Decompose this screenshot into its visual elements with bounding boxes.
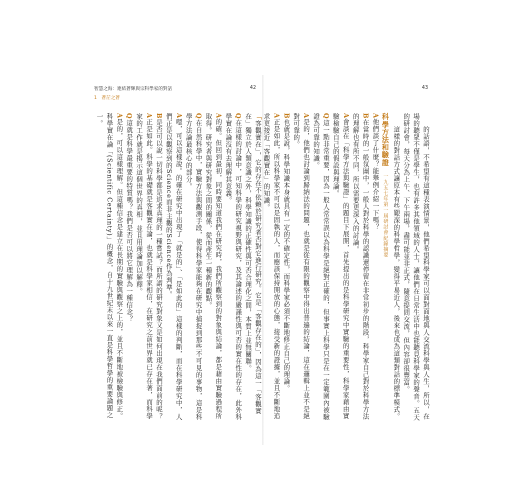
dialogue-marker: Q — [234, 113, 243, 120]
dialogue-marker: A — [174, 113, 183, 119]
paragraph — [370, 113, 380, 423]
paragraph-text: 是否可以說一切科學都是追求真理的一種嘗試？而所謂的研究對象又是如何出現在我們面前的呢？ — [154, 119, 163, 421]
dialogue-marker: A — [302, 113, 311, 119]
dialogue-marker: B — [154, 113, 163, 120]
chapter-subtitle: 1 蒼茫之蒼 — [94, 96, 120, 101]
dialogue-marker: Q — [194, 113, 203, 120]
dialogue-marker: B — [361, 113, 370, 120]
paragraph — [183, 113, 203, 423]
paragraph — [123, 113, 133, 423]
dialogue-marker: B — [282, 113, 291, 120]
paragraph-text: 是的，他們也討論到歸納法的問題，也就是從有限的觀察中得出普遍的結論，這在邏輯上並不是絕對可靠的。 — [292, 113, 311, 420]
dialogue-marker: Q — [125, 113, 134, 120]
paragraph — [290, 113, 310, 423]
dialogue-marker: A — [214, 113, 223, 119]
paragraph-text: 在自然科學中，實驗方法與觀測手段，使得科學家能夠在研究中捕捉到那些不可見的事物，這是科學方法論最核心的部分。 — [184, 113, 203, 421]
section-heading-text: 科學方法和驗證 — [381, 113, 391, 167]
paragraph — [310, 113, 330, 423]
dialogue-marker: 「 — [254, 113, 262, 120]
paragraph — [242, 113, 262, 423]
paragraph-text: 的確。但回到最初，同時要知道我們在研究時，我們所觀察到的對象與結論，都是藉由實驗過程所取得。研究者與研究對象之間的關係，從而產生一種新的觀點。 — [204, 113, 223, 420]
paragraph — [222, 113, 242, 423]
paragraph — [350, 113, 370, 423]
page-number: 42 — [249, 86, 256, 91]
dialogue-marker: A — [272, 113, 281, 119]
intro-paragraph: 的話語，不希望有這種表演情景，他們希望科學家可以面對面地與人交流科學與人生，所以，在場的聽眾不僅是學生，也有許多其他領域的人士，讓他們在日常生活中也能聽見科學家的聲音。五天的研討會，每天分為上午、下午兩場，盡可能並非正式，隨意提問交流，但內容卻很豐富。 — [402, 113, 430, 421]
paragraph — [280, 113, 290, 423]
paragraph — [163, 113, 183, 423]
right-body-text — [262, 113, 430, 423]
dialogue-marker: Q — [321, 113, 330, 120]
paragraph-text: 他們談了什麼？能舉例介紹一下嗎？ — [371, 118, 380, 231]
paragraph-text: 客觀實在」，它的存在不依賴於研究者否對它進行研究。它是「客觀存在的」，因為這一「客觀實在」獨立於人類意識之外，科學知識的正確性與可否合理化之間，本質上並無關聯。 — [244, 113, 262, 415]
left-body-text — [92, 113, 262, 423]
paragraph — [153, 113, 163, 423]
paragraph-text: 正是如此，所以科學家不可以是固執的人，而應該保持開放的心態，接受新的證據，並且不斷地追求更接近「客觀實在」的知識。 — [262, 113, 281, 420]
running-head: 智慧之海：連結蒼輝與宗科學家的對話 — [94, 87, 173, 92]
paragraph — [203, 113, 223, 423]
section-subheading: 一九五七年第一屆研討會紀錄摘要 — [382, 173, 389, 258]
page-number: 43 — [421, 86, 428, 91]
paragraph-text: 會談在「科學方法與驗證」的題目下展開，首先提出的是科學研究中實驗的重要性，科學家藉由實驗檢驗自己的假設與理論。 — [331, 113, 350, 420]
paragraph-text: 嗯，可以這樣說。的確在研究中出現了「就是的」、「是如此的」這樣的判斷，而在科學研究中，人們正是以觀察到的Science而非主觀的Science作為判準。 — [164, 113, 183, 421]
paragraph-text: 在這樣的討論中，可知科學的研究視野與研究，及其論述的嚴謹性與可否的實在性的存在，此外科學實在論沒有去理解其意義。 — [224, 113, 243, 421]
dialogue-marker: A — [341, 113, 350, 119]
paragraph-text: 是的，可以這樣理解。但這種信念是建立在長期的實驗與觀察之上的，並且不斷地被檢驗與修正。科學實在論「(Scientific Certainty)」的概念，自十九世紀末以來一直是科學哲學的重要論題之一。 — [95, 113, 124, 420]
paragraph-text: 正是如此。科學的基礎就是客觀實在論，也就是科學家相信，在研究之前世界就已存在著，而科學家的工作就是揭示這個世界的真相，並且用理論加以解釋。 — [135, 113, 154, 420]
paragraph-text: 也就是說，科學知識本身就具有一定的不確定性，而科學家必須不斷地修正自己的理論。 — [282, 119, 291, 393]
paragraph — [261, 113, 281, 423]
dialogue-marker: A — [371, 113, 380, 119]
paragraph-text: 在當時的一般氛圍中，一般人對於科學的認識還停留在非常初步的階段，科學家自己對於科學方法的理解也有所不同，所以需要更深入的討論。 — [351, 113, 370, 421]
left-page — [88, 75, 264, 445]
paragraph-text: 這就是科學最重要的特質嗎？我們是否可以將它理解為一種信念？ — [125, 119, 134, 323]
paragraph-text: 這一點非常重要，因為一般人常常誤以為科學是絕對正確的，但事實上科學只是在一定範圍內被驗證為可靠的知識。 — [312, 113, 330, 421]
paragraph — [94, 113, 124, 423]
right-page — [264, 75, 434, 445]
intro-paragraph: 這樣的對話方式讓原本有些艱深的科學哲學，變得平易近人，後來也成為這類對話的標準模式。 — [392, 125, 401, 420]
dialogue-marker: A — [145, 113, 154, 119]
paragraph — [133, 113, 153, 423]
paragraph — [330, 113, 350, 423]
section-heading — [379, 113, 390, 423]
dialogue-marker: A — [115, 113, 124, 119]
